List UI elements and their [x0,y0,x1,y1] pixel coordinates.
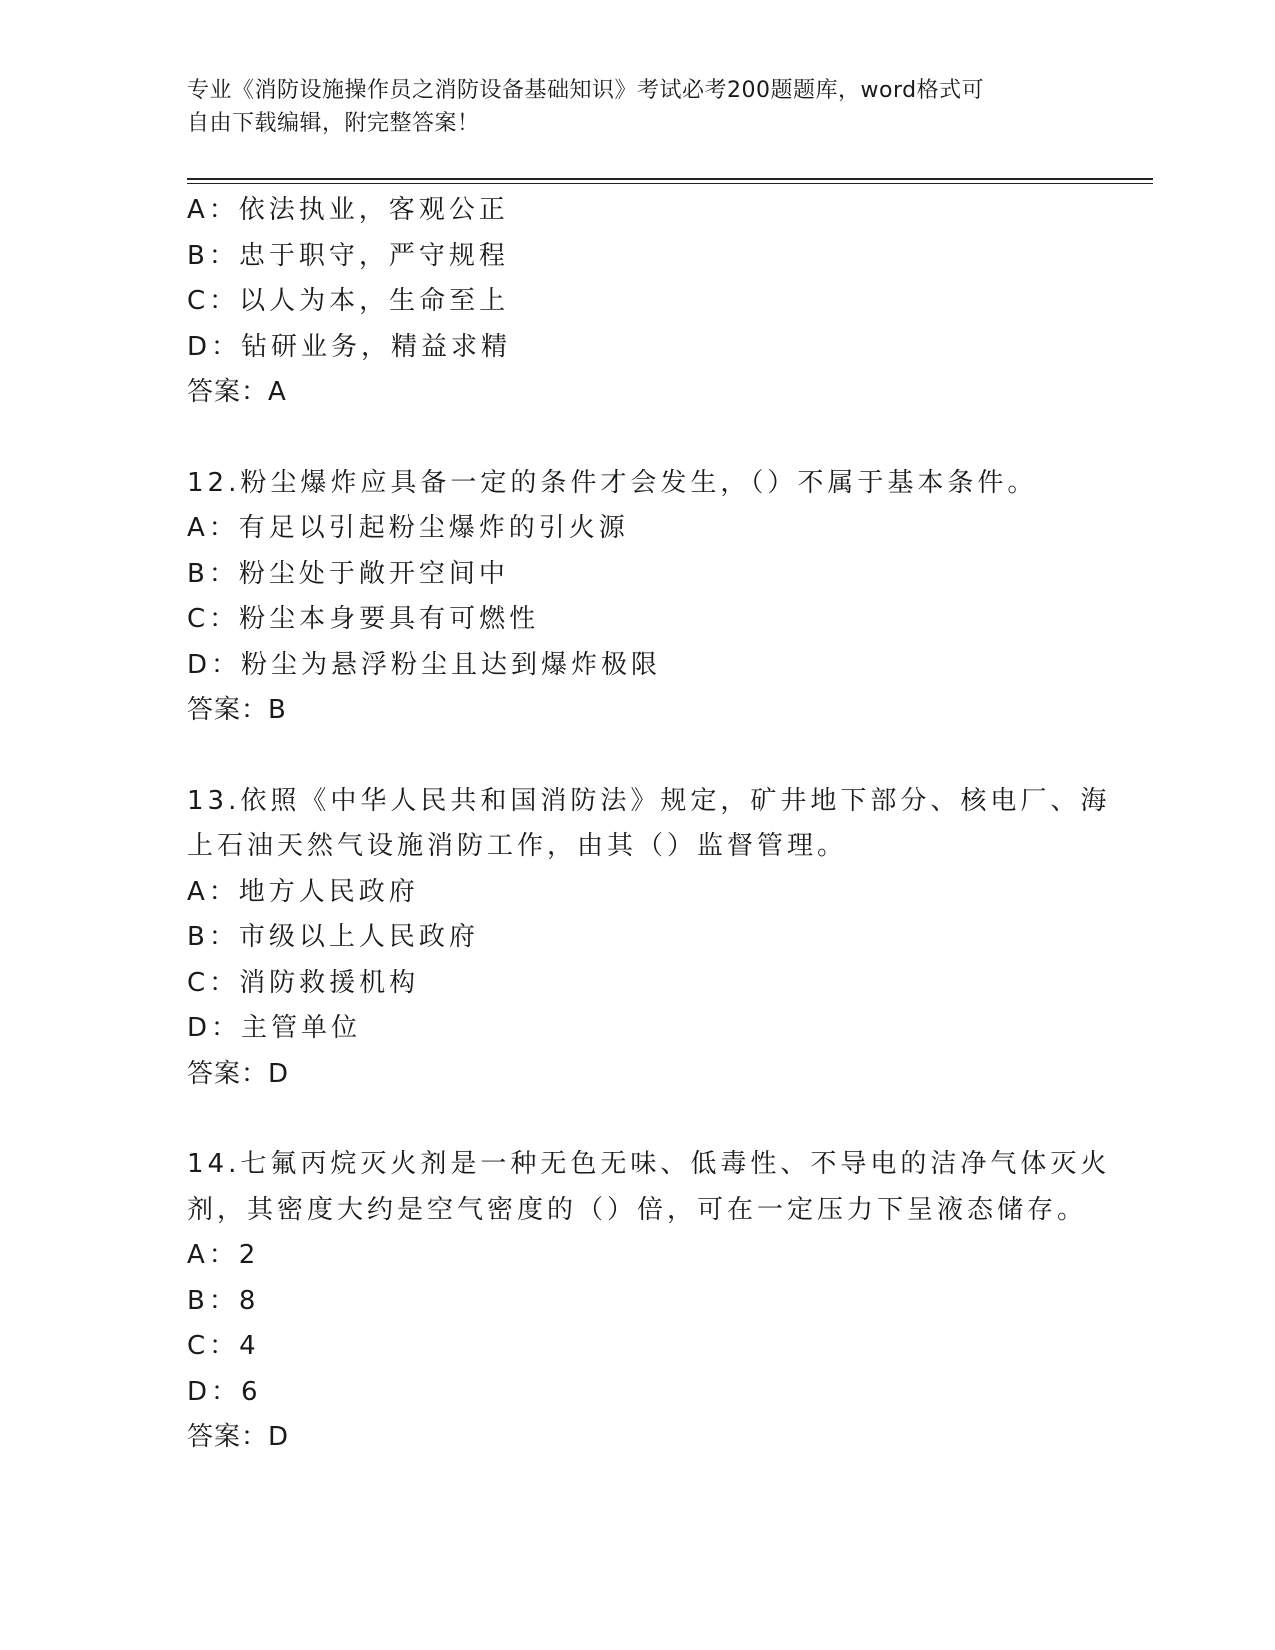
header-divider [187,178,1153,184]
question-list [187,188,1111,1461]
option-b: B：粉尘处于敞开空间中 [187,558,509,589]
spacer [187,416,1087,461]
option-c: C：4 [187,1331,260,1361]
option-a: A：2 [187,1240,260,1270]
question-14 [187,1142,1111,1461]
answer: 答案：D [187,1422,290,1452]
option-c: C：以人为本，生命至上 [187,286,510,316]
question-12 [187,461,1087,734]
option-a: A：有足以引起粉尘爆炸的引火源 [187,513,629,543]
document-header [187,74,1087,140]
option-b: B：8 [187,1285,260,1316]
option-d: D：钻研业务，精益求精 [187,331,512,362]
question-stem-line-1: 14.七氟丙烷灭火剂是一种无色无味、低毒性、不导电的洁净气体灭火 [187,1149,1111,1179]
answer: 答案：D [187,1058,290,1089]
question-11 [187,188,1087,416]
question-13 [187,779,1111,1098]
option-d: D：6 [187,1376,262,1407]
answer: 答案：A [187,377,287,407]
option-c: C：消防救援机构 [187,967,420,998]
spacer [187,1097,1087,1142]
option-a: A：地方人民政府 [187,876,419,907]
option-d: D：主管单位 [187,1013,362,1043]
question-stem-line-2: 上石油天然气设施消防工作，由其（）监督管理。 [187,831,848,861]
option-b: B：市级以上人民政府 [187,922,479,952]
answer: 答案：B [187,695,287,725]
option-b: B：忠于职守，严守规程 [187,240,509,271]
header-line-2: 自由下载编辑，附完整答案！ [187,111,480,136]
option-d: D：粉尘为悬浮粉尘且达到爆炸极限 [187,649,662,680]
header-line-1: 专业《消防设施操作员之消防设备基础知识》考试必考200题题库，word格式可 [187,78,985,103]
option-c: C：粉尘本身要具有可燃性 [187,604,540,634]
spacer [187,734,1087,779]
question-stem: 12.粉尘爆炸应具备一定的条件才会发生，（）不属于基本条件。 [187,467,1038,498]
question-stem-line-1: 13.依照《中华人民共和国消防法》规定，矿井地下部分、核电厂、海 [187,785,1111,816]
option-a: A：依法执业，客观公正 [187,195,509,225]
question-stem-line-2: 剂，其密度大约是空气密度的（）倍，可在一定压力下呈液态储存。 [187,1194,1088,1225]
